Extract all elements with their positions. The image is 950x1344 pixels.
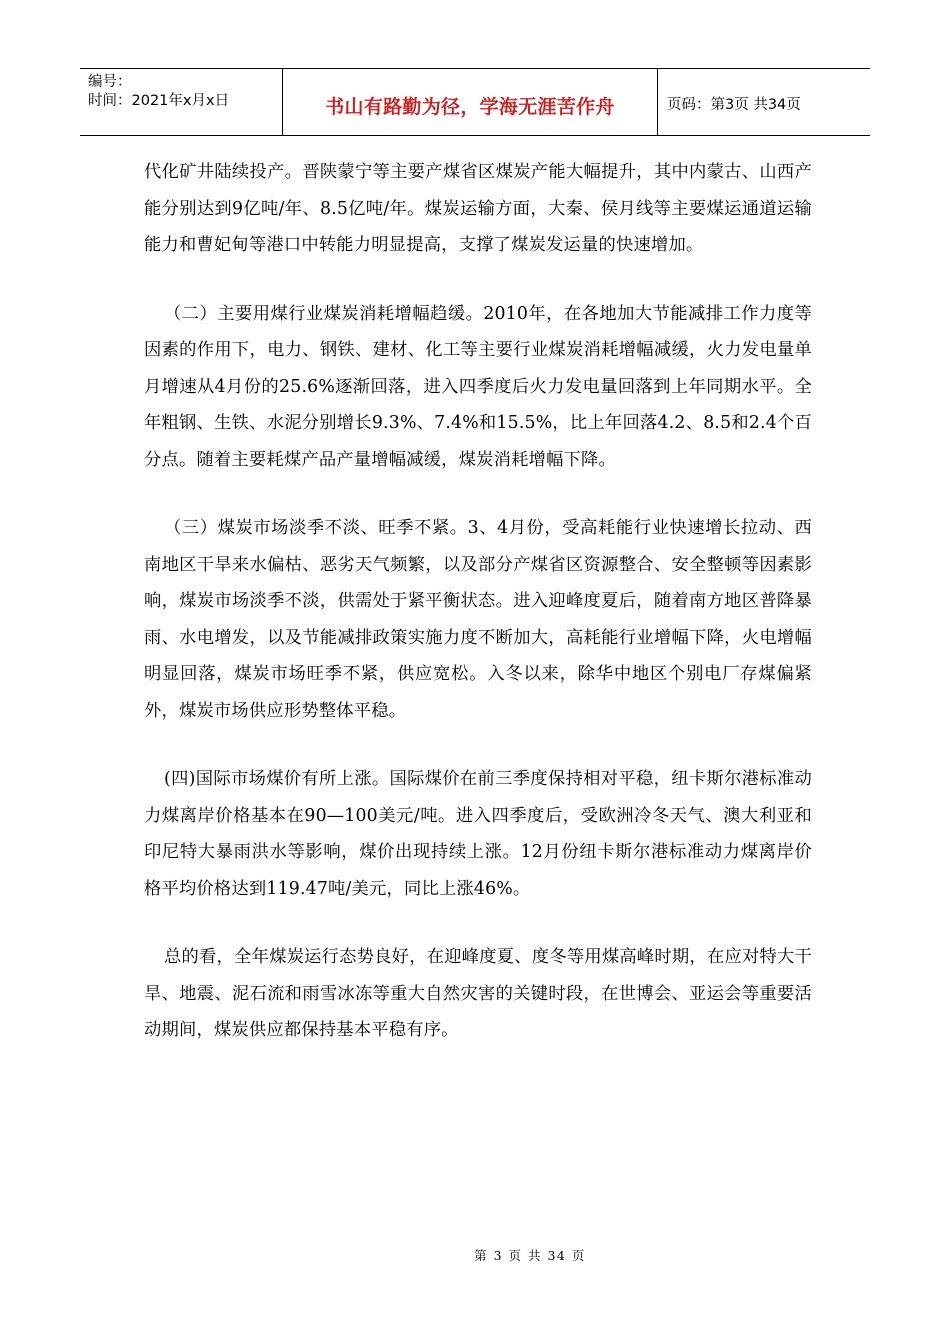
paragraph-summary: 总的看，全年煤炭运行态势良好，在迎峰度夏、度冬等用煤高峰时期，在应对特大干旱、地震、泥石流和雨雪冰冻等重大自然灾害的关键时段，在世博会、亚运会等重要活动期间，煤炭供应都保持基本平稳有序。 bbox=[144, 947, 812, 1040]
header-page-info: 页码：第3页 共34页 bbox=[667, 96, 801, 113]
header-page-cell bbox=[658, 69, 870, 135]
paragraph-section-3: （三）煤炭市场淡季不淡、旺季不紧。3、4月份，受高耗能行业快速增长拉动、西南地区干旱来水偏枯、恶劣天气频繁，以及部分产煤省区资源整合、安全整顿等因素影响，煤炭市场淡季不淡，供需处于紧平衡状态。进入迎峰度夏后，随着南方地区普降暴雨、水电增发，以及节能减排政策实施力度不断加大，高耗能行业增幅下降，火电增幅明显回落，煤炭市场旺季不紧，供应宽松。入冬以来，除华中地区个别电厂存煤偏紧外，煤炭市场供应形势整体平稳。 bbox=[144, 518, 812, 721]
paragraph-gap bbox=[144, 264, 812, 296]
paragraph-continuation: 代化矿井陆续投产。晋陕蒙宁等主要产煤省区煤炭产能大幅提升，其中内蒙古、山西产能分别达到9亿吨/年、8.5亿吨/年。煤炭运输方面，大秦、侯月线等主要煤运通道运输能力和曹妃甸等港口中转能力明显提高，支撑了煤炭发运量的快速增加。 bbox=[144, 162, 812, 255]
header-motto: 书山有路勤为径，学海无涯苦作舟 bbox=[325, 95, 615, 118]
paragraph-gap bbox=[144, 907, 812, 939]
document-number-label: 编号： bbox=[88, 74, 132, 90]
header-meta-cell bbox=[80, 69, 283, 135]
page-header bbox=[80, 68, 870, 136]
paragraph-section-2: （二）主要用煤行业煤炭消耗增幅趋缓。2010年，在各地加大节能减排工作力度等因素的作用下，电力、钢铁、建材、化工等主要行业煤炭消耗增幅减缓，火力发电量单月增速从4月份的25.6%逐渐回落，进入四季度后火力发电量回落到上年同期水平。全年粗钢、生铁、水泥分别增长9.3%、7.4%和15.5%，比上年回落4.2、8.5和2.4个百分点。随着主要耗煤产品产量增幅减缓，煤炭消耗增幅下降。 bbox=[144, 303, 812, 470]
header-motto-cell bbox=[283, 69, 658, 135]
paragraph-gap bbox=[144, 729, 812, 761]
paragraph-section-4: (四)国际市场煤价有所上涨。国际煤价在前三季度保持相对平稳，纽卡斯尔港标准动力煤离岸价格基本在90—100美元/吨。进入四季度后，受欧洲冷冬天气、澳大利亚和印尼特大暴雨洪水等影响，煤价出现持续上涨。12月份纽卡斯尔港标准动力煤离岸价格平均价格达到119.47吨/美元，同比上涨46%。 bbox=[144, 769, 812, 899]
page-footer: 第 3 页 共 34 页 bbox=[474, 1248, 586, 1263]
document-body bbox=[144, 154, 812, 1049]
document-date: 时间：2021年x月x日 bbox=[88, 93, 230, 109]
paragraph-gap bbox=[144, 478, 812, 510]
